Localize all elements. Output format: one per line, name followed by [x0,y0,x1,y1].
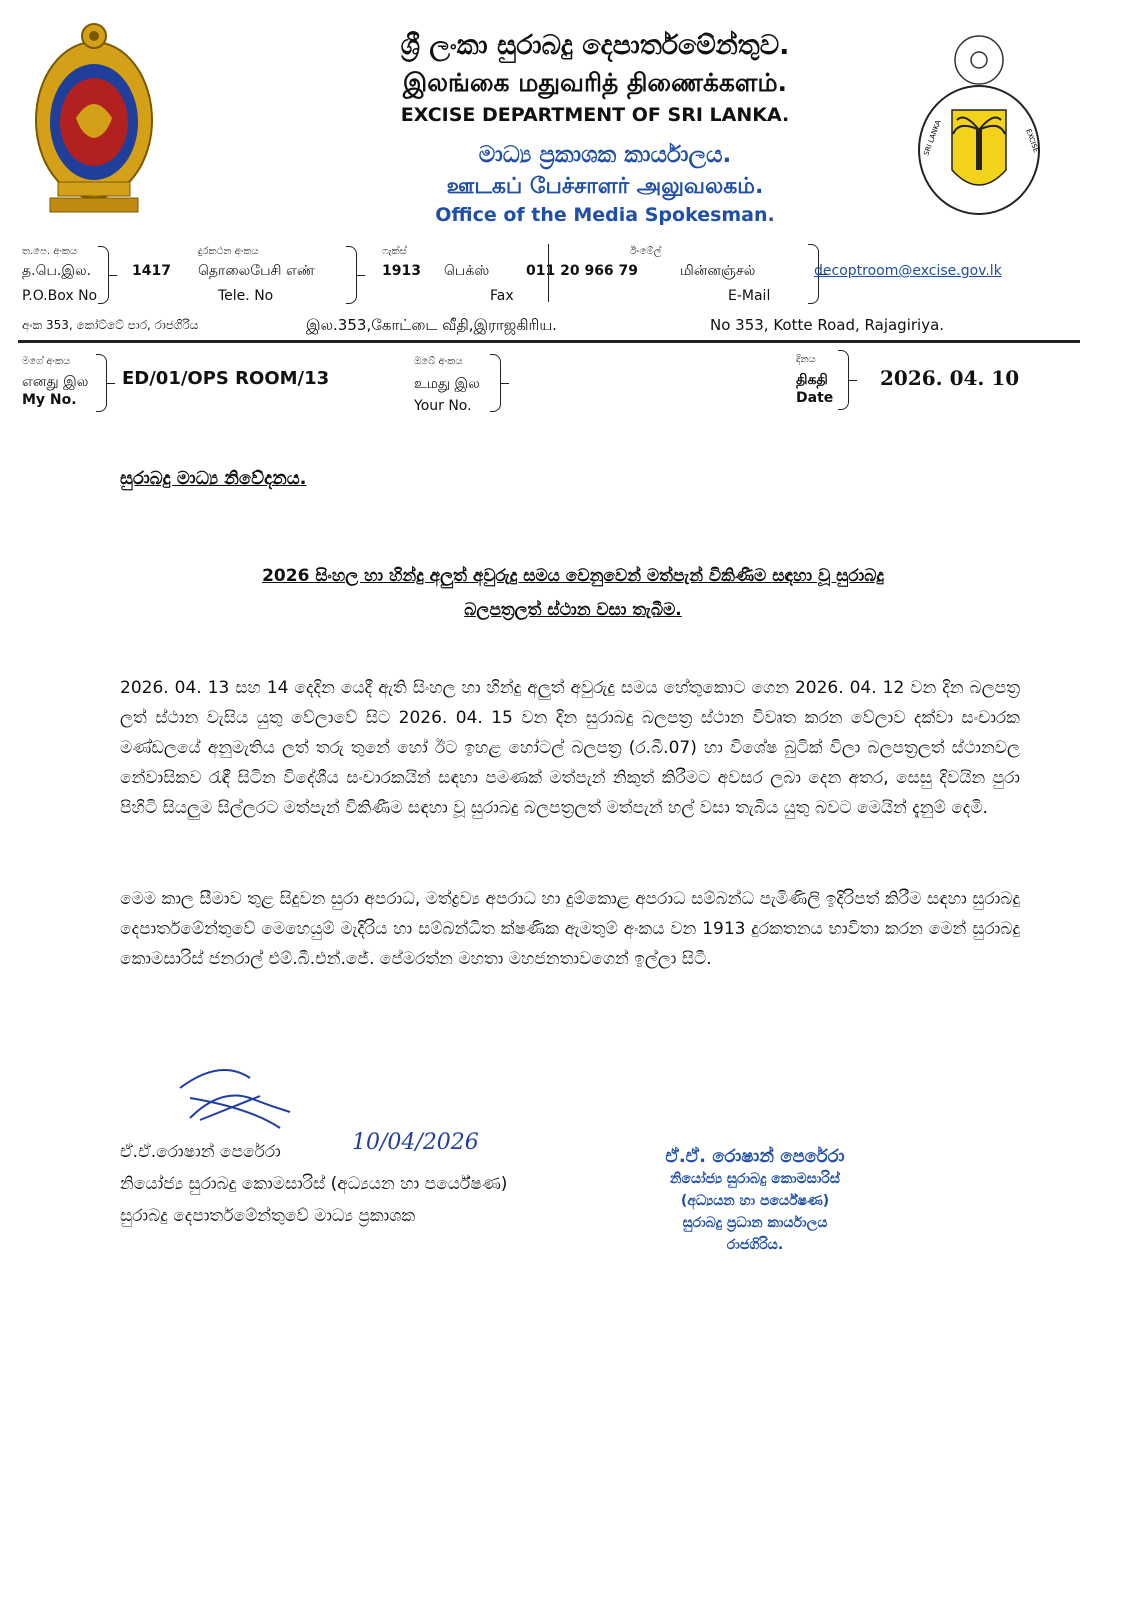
my-no-label-si: මගේ අංකය [22,356,71,367]
title-line-2: බලපත්‍රලත් ස්ථාන වසා තැබීම. [464,600,682,620]
signature-scribble [160,1058,300,1138]
header-line-sinhala: ශ්‍රී ලංකා සුරාබදු දෙපාර්තමේන්තුව. [400,30,790,61]
fax-label-en: Fax [490,288,514,304]
brace [346,246,357,304]
my-no-value: ED/01/OPS ROOM/13 [122,368,330,389]
stamp-line-5: රාජගිරිය. [726,1237,784,1253]
brace [96,354,107,412]
handwritten-date: 10/04/2026 [352,1130,479,1155]
body-paragraph-1: 2026. 04. 13 සහ 14 දෙදින යෙදී ඇති සිංහල හා හින්දු අලුත් අවුරුදු සමය හේතුකොට ගෙන 2026. 04. 12 වන දින බලපත්‍ර ලත් ස්ථාන වැසිය යුතු වේලාවේ සිට 2026. 04. 15 වන දින සුරාබදු බලපත්‍ර ස්ථාන විවෘත කරන වේලාව දක්වා සංචාරක මණ්ඩලයේ අනුමැතිය ලත් තරු තුනේ හෝ ඊට ඉහළ හෝටල් බලපත්‍ර (ර.බී.07) හා විශේෂ බුටික් විලා බලපත්‍රලත් ස්ථානවල නේවාසිකව රැඳී සිටින විදේශීය සංචාරකයින් සඳහා පමණක් මත්පැන් නිකුත් කිරීමට අවසර ලබා දෙන අතර, සෙසු දිවයින පුරා පිහිටි සියලුම සිල්ලරට මත්පැන් විකිණීම සඳහා වූ සුරාබදු බලපත්‍රලත් මත්පැන් හල් වසා තැබිය යුතු බවට මෙයින් දැනුම් දෙමි. [120,678,1020,818]
tel-label-en: Tele. No [218,288,274,304]
my-no-label-ta: எனது இல [22,374,89,390]
brace [98,246,109,304]
tel-value: 1913 [382,263,421,279]
pobox-label-ta: த.பெ.இல. [22,263,92,279]
pobox-label-en: P.O.Box No [22,288,98,304]
email-label-ta: மின்னஞ்சல் [680,263,756,279]
office-sinhala: මාධ්‍ය ප්‍රකාශක කාර්යාලය. [478,142,732,168]
header-divider [18,340,1080,343]
stamp-line-3: (අධ්‍යයන හා පර්යේෂණ) [680,1193,830,1209]
email-label-si: ඊ-මේල් [630,246,662,257]
official-stamp [610,1146,900,1256]
my-no-label-en: My No. [22,392,77,408]
office-tamil: ஊடகப் பேச்சாளர் அலுவலகம். [446,174,764,199]
fax-label-si: ෆැක්ස් [382,246,407,257]
fax-divider [548,244,549,302]
email-label-en: E-Mail [728,288,771,304]
brace [490,354,501,412]
brace [838,350,849,410]
office-english: Office of the Media Spokesman. [435,204,775,226]
pobox-label-si: ත.පෙ. අංකය [22,246,78,257]
date-label-en: Date [796,390,834,406]
pobox-value: 1417 [132,263,171,279]
email-link[interactable]: decoptroom@excise.gov.lk [814,263,1002,279]
tel-label-si: දුරකථන අංකය [198,246,259,257]
date-label-si: දිනය [796,354,816,365]
stamp-line-1: ඒ.ඒ. රොෂාන් පෙරේරා [665,1146,845,1167]
fax-value: 011 20 966 79 [526,263,639,279]
stamp-line-2: නියෝජ්‍ය සුරාබදු කොමසාරිස් [670,1171,840,1187]
tel-label-ta: தொலைபேசி எண் [198,263,315,279]
address-sinhala: අංක 353, කෝට්ටේ පාර, රාජගිරිය [22,318,199,332]
your-no-label-si: ඔබේ අංකය [414,356,463,367]
signatory-title-2: සුරාබදු දෙපාර්තමේන්තුවේ මාධ්‍ය ප්‍රකාශක [120,1206,416,1226]
address-english: No 353, Kotte Road, Rajagiriya. [710,316,945,334]
date-value: 2026. 04. 10 [880,366,1020,390]
title-line-1: 2026 සිංහල හා හින්දු අලුත් අවුරුදු සමය වෙනුවෙන් මත්පැන් විකිණීම සඳහා වූ සුරාබදු [262,566,884,586]
body-paragraph-2: මෙම කාල සීමාව තුළ සිදුවන සුරා අපරාධ, මත්ද්‍රව්‍ය අපරාධ හා දුම්කොළ අපරාධ සම්බන්ධ පැමිණිලි ඉදිරිපත් කිරීම සඳහා සුරාබදු දෙපාර්තමේන්තුවේ මෙහෙයුම් මැදිරිය හා සම්බන්ධිත ක්ෂණික ඇමතුම් අංකය වන 1913 දුරකතනය භාවිතා කරන මෙන් සුරාබදු කොමසාරිස් ජනරාල් එම්.බී.එන්.ජේ. පේමරත්න මහතා මහජනතාවගෙන් ඉල්ලා සිටී. [120,889,1020,969]
seal-right-text: EXCISE [1024,127,1041,154]
signatory-title-1: නියෝජ්‍ය සුරාබදු කොමසාරිස් (අධ්‍යයන හා පර්යේෂණ) [120,1174,508,1194]
header-line-tamil: இலங்கை மதுவரித் திணைக்களம். [402,68,788,97]
subject: සුරාබදු මාධ්‍ය නිවේදනය. [120,468,307,489]
your-no-label-ta: உமது இல [414,376,480,392]
seal-left-text: SRI LANKA [922,119,943,157]
signatory-name: ඒ.ඒ.රොෂාන් පෙරේරා [120,1142,281,1162]
your-no-label-en: Your No. [414,398,472,414]
address-tamil: இல.353,கோட்டை வீதி,இராஜகிரிய. [306,316,557,334]
header-line-english: EXCISE DEPARTMENT OF SRI LANKA. [400,104,790,126]
stamp-line-4: සුරාබදු ප්‍රධාන කාර්යාලය [682,1215,828,1231]
date-label-ta: திகதி [796,372,828,388]
fax-label-ta: பெக்ஸ் [444,263,490,279]
